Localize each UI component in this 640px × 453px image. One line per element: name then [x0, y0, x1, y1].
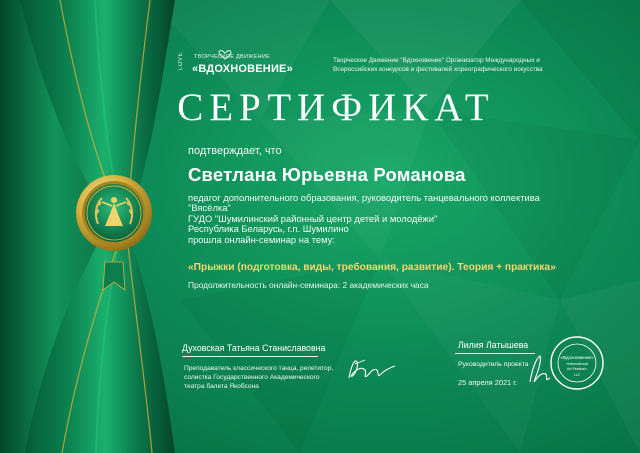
signatory-left-role-line1: Преподаватель классического танца, репетитор, [184, 365, 334, 372]
seminar-duration: Продолжительность онлайн-семинара: 2 академических часа [188, 280, 429, 290]
signatory-left-role-line2: солистка Государственного Академического [184, 374, 320, 381]
organizer-text: Творческое Движение "Вдохновение" Организатор Международных и Всероссийских конкурсов и фестивалей хореографического искусства [333, 57, 543, 73]
signature-left-icon [343, 352, 403, 386]
details-institution: ГУДО "Шумилинский районный центр детей и молодёжи" [188, 212, 438, 224]
confirms-text: подтверждает, что [188, 145, 282, 157]
signatory-left-name: Духовская Татьяна Станиславовна [182, 343, 326, 353]
seminar-topic: «Прыжки (подготовка, виды, требования, развитие). Теория + практика» [188, 262, 556, 273]
logo-side-text: LOVE [178, 52, 184, 71]
svg-text:Art Festival»: Art Festival» [567, 367, 587, 371]
details-location: Республика Беларусь, г.п. Шумилино [188, 223, 349, 235]
logo-main-text: «ВДОХНОВЕНИЕ» [192, 63, 293, 75]
recipient-details [188, 193, 608, 245]
signatory-right-role: Руководитель проекта [458, 361, 529, 368]
certificate-title: СЕРТИФИКАТ [177, 86, 495, 129]
svg-text:«International: «International [566, 362, 588, 366]
details-completed: прошла онлайн-семинар на тему: [188, 233, 335, 245]
signatory-left-role [184, 364, 344, 391]
svg-text:LLC: LLC [573, 373, 581, 377]
details-position: педагог дополнительного образования, руководитель танцевального коллектива [188, 192, 540, 203]
brand-logo [178, 48, 298, 82]
certificate-date: 25 апреля 2021 г. [458, 378, 518, 387]
recipient-name: Светлана Юрьевна Романова [188, 164, 466, 185]
signatory-left-role-line3: театра балета Якобсона [184, 383, 259, 390]
signatory-right-name: Лилия Латышева [458, 340, 529, 350]
logo-top-text: ТВОРЧЕСКОЕ ДВИЖЕНИЕ [194, 54, 271, 60]
seal-stamp-icon [549, 335, 605, 391]
svg-text:«Вдохновение»: «Вдохновение» [560, 355, 594, 360]
gold-medal-icon [74, 162, 174, 292]
details-collective: "Вясёлка" [188, 202, 231, 214]
signatory-left-line [182, 356, 318, 357]
